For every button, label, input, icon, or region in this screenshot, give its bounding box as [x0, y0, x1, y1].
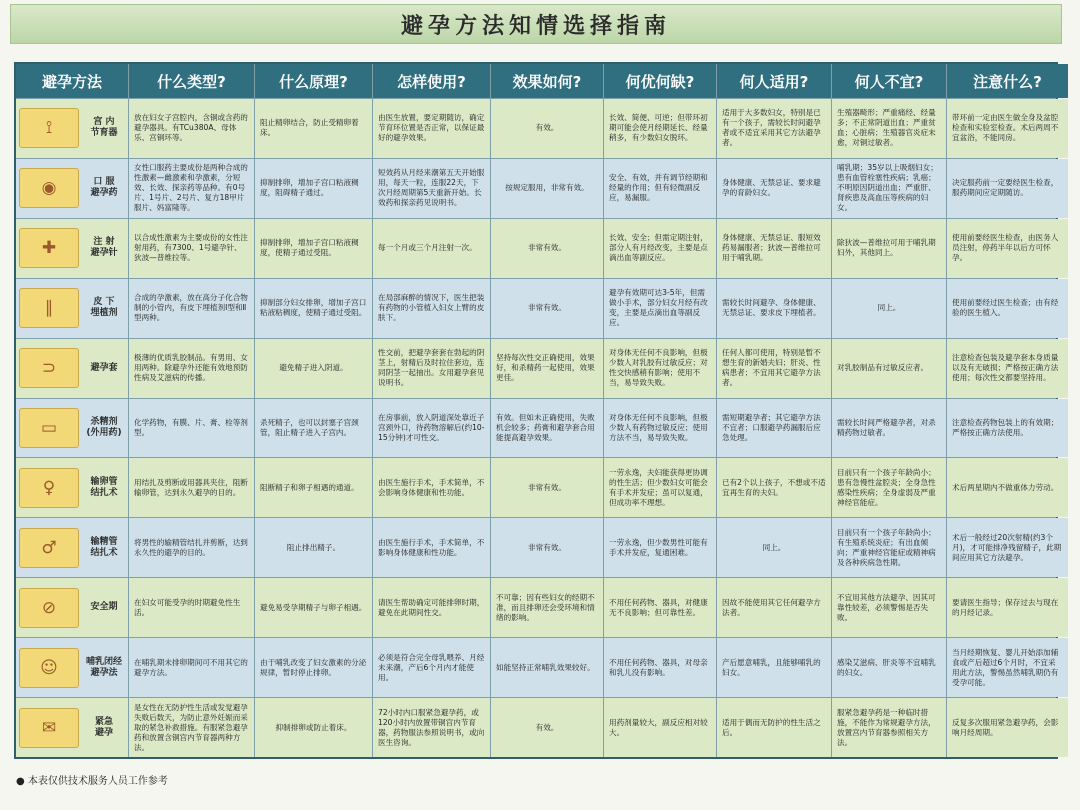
method-name: 注 射 避孕针: [90, 237, 118, 259]
table-cell: 在哺乳期未排卵期间可不用其它的避孕方法。: [129, 638, 254, 697]
emergency-pill-icon: ✉: [19, 708, 79, 748]
iud-icon: ⟟: [19, 108, 79, 148]
method-name: 宫 内 节育器: [90, 117, 118, 139]
method-cell: [16, 99, 128, 158]
table-cell: 非常有效。: [491, 279, 603, 338]
table-cell: 避免易受孕期精子与卵子相遇。: [255, 578, 372, 637]
table-cell: 阻止精卵结合，防止受精卵着床。: [255, 99, 372, 158]
table-cell: 性交前，把避孕套套在勃起的阴茎上，射精后及时拉住套边，连同阴茎一起抽出。女用避孕套见说明书。: [373, 339, 490, 398]
table-cell: 不用任何药物、器具，对母亲和乳儿没有影响。: [604, 638, 716, 697]
table-cell: 需较长时间避孕、身体健康、无禁忌证、要求皮下埋植者。: [717, 279, 831, 338]
spermicide-icon: ▭: [19, 408, 79, 448]
method-name: 输精管 结扎术: [90, 536, 118, 558]
table-cell: 由医生施行手术，手术简单，不影响身体健康和性功能。: [373, 518, 490, 577]
table-cell: 非常有效。: [491, 518, 603, 577]
table-cell: 哺乳期；35岁以上吸烟妇女；患有血管栓塞性疾病；乳癌；不明原因阴道出血；严重肝、肾疾患及高血压等疾病的妇女。: [832, 159, 946, 218]
title-banner: [10, 4, 1062, 44]
table-cell: 极薄的优质乳胶制品。有男用、女用两种。除避孕外还能有效地预防性病及艾滋病的传播。: [129, 339, 254, 398]
table-cell: 决定服药前一定要经医生检查，服药期间应定期随访。: [947, 159, 1068, 218]
table-cell: 目前只有一个孩子年龄尚小；有生殖系统炎症；有出血倾向；严重神经官能症或精神病及各种疾病急性期。: [832, 518, 946, 577]
table-cell: 身体健康、无禁忌证、要求避孕的育龄妇女。: [717, 159, 831, 218]
footer-note: ● 本表仅供技术服务人员工作参考: [16, 776, 168, 787]
table-cell: 抑制排卵或防止着床。: [255, 698, 372, 757]
table-cell: 是女性在无防护性生活或发觉避孕失败后数天，为防止意外妊娠而采取的紧急补救措施。有服紧急避孕药和放置含铜宫内节育器两种方法。: [129, 698, 254, 757]
method-cell: [16, 578, 128, 637]
table-cell: 对身体无任何不良影响，但极少数人有药物过敏反应；使用方法不当，易导致失败。: [604, 399, 716, 458]
method-name: 紧急 避孕: [94, 716, 113, 738]
method-cell: [16, 219, 128, 278]
table-cell: 请医生帮助确定可能排卵时期，避免在此期间性交。: [373, 578, 490, 637]
table-cell: 除狄波—普维拉可用于哺乳期妇外，其他同上。: [832, 219, 946, 278]
table-cell: 身体健康、无禁忌证、服短效药易漏服者；狄波—普维拉可用于哺乳期。: [717, 219, 831, 278]
table-cell: 已有2个以上孩子，不想或不适宜再生育的夫妇。: [717, 458, 831, 517]
method-cell: [16, 279, 128, 338]
method-name: 安全期: [90, 602, 118, 613]
table-cell: 目前只有一个孩子年龄尚小；患有急慢性盆腔炎；全身急性感染性疾病；全身虚弱及严重神经官能症。: [832, 458, 946, 517]
table-cell: 如能坚持正常哺乳效果较好。: [491, 638, 603, 697]
table-cell: 当月经期恢复、婴儿开始添加辅食或产后超过6个月时，不宜采用此方法，警惕虽然哺乳期仍有受孕可能。: [947, 638, 1068, 697]
table-cell: 阻止排出精子。: [255, 518, 372, 577]
table-cell: 抑制排卵，增加子宫口粘液稠度，使精子通过受阻。: [255, 219, 372, 278]
table-cell: 要请医生指导；保存过去与现在的月经记录。: [947, 578, 1068, 637]
table-cell: 化学药物，有膜、片、膏、栓等剂型。: [129, 399, 254, 458]
table-cell: 用药剂量较大，副反应相对较大。: [604, 698, 716, 757]
table-cell: 注意检查包装及避孕套本身质量以及有无破损；严格按正确方法使用；每次性交都要坚持用。: [947, 339, 1068, 398]
column-header: 什么类型?: [129, 64, 254, 98]
table-cell: 需较长时间严格避孕者，对杀精药物过敏者。: [832, 399, 946, 458]
table-cell: 抑制排卵，增加子宫口粘液稠度，阻碍精子通过。: [255, 159, 372, 218]
table-cell: 由医生放置，要定期随访，确定节育环位置是否正常，以保证最好的避孕效果。: [373, 99, 490, 158]
table-cell: 使用前要经医生检查，由医务人员注射，停药半年以后方可怀孕。: [947, 219, 1068, 278]
table-cell: 非常有效。: [491, 219, 603, 278]
method-name: 皮 下 埋植剂: [90, 297, 118, 319]
column-header: 什么原理?: [255, 64, 372, 98]
table-cell: 同上。: [717, 518, 831, 577]
table-cell: 一劳永逸，但少数男性可能有手术并发症，复通困难。: [604, 518, 716, 577]
method-cell: [16, 399, 128, 458]
method-cell: [16, 159, 128, 218]
table-cell: 按规定服用，非常有效。: [491, 159, 603, 218]
table-cell: 杀死精子，也可以封塞子宫颈管，阻止精子进入子宫内。: [255, 399, 372, 458]
table-cell: 一劳永逸，夫妇能获得更协调的性生活；但少数妇女可能会有手术并发症；虽可以复通，但成功率不理想。: [604, 458, 716, 517]
table-cell: 放在妇女子宫腔内，含铜或含药的避孕器具。有TCu380A、母体乐、宫铜环等。: [129, 99, 254, 158]
method-name: 杀精剂 (外用药): [86, 416, 122, 438]
vas-icon: ♂: [19, 528, 79, 568]
table-cell: 有效。: [491, 99, 603, 158]
table-cell: 需短期避孕者；其它避孕方法不宜者；口服避孕药漏服后应急处理。: [717, 399, 831, 458]
column-header: 效果如何?: [491, 64, 603, 98]
table-cell: 任何人都可使用，特别是暂不想生育的新婚夫妇；肝炎、性病患者；不宜用其它避孕方法者。: [717, 339, 831, 398]
table-cell: 由医生施行手术，手术简单，不会影响身体健康和性功能。: [373, 458, 490, 517]
guide-table: [14, 62, 1062, 759]
table-cell: 用结扎及剪断或用器具夹住，阻断输卵管，达到永久避孕的目的。: [129, 458, 254, 517]
table-cell: 感染艾滋病、肝炎等不宜哺乳的妇女。: [832, 638, 946, 697]
table-cell: 带环前一定由医生做全身及盆腔检查和实验室检查。术后两周不宜盆浴，不能同房。: [947, 99, 1068, 158]
method-cell: [16, 698, 128, 757]
table-cell: 不可靠；因有些妇女的经期不准，而且排卵还会受环境和情绪的影响。: [491, 578, 603, 637]
table-cell: 术后两星期内不做重体力劳动。: [947, 458, 1068, 517]
table-cell: 在房事前，放入阴道深处靠近子宫颈外口，待药物溶解后(约10-15分钟)才可性交。: [373, 399, 490, 458]
syringe-icon: ✚: [19, 228, 79, 268]
method-cell: [16, 458, 128, 517]
table-cell: 产后愿意哺乳，且能够哺乳的妇女。: [717, 638, 831, 697]
table-cell: 不宜用其他方法避孕、因其可靠性较差，必须警惕是否失败。: [832, 578, 946, 637]
table-cell: 在局部麻醉的情况下，医生把装有药物的小管植入妇女上臂的皮肤下。: [373, 279, 490, 338]
table-cell: 每一个月或三个月注射一次。: [373, 219, 490, 278]
table-cell: 在妇女可能受孕的时期避免性生活。: [129, 578, 254, 637]
table-cell: 阻断精子和卵子相遇的通道。: [255, 458, 372, 517]
table-cell: 适用于大多数妇女，特别是已有一个孩子，需较长时间避孕者或不适宜采用其它方法避孕者。: [717, 99, 831, 158]
method-name: 口 服 避孕药: [90, 177, 118, 199]
method-cell: [16, 339, 128, 398]
table-cell: 同上。: [832, 279, 946, 338]
column-header: 何人不宜?: [832, 64, 946, 98]
method-name: 输卵管 结扎术: [90, 476, 118, 498]
table-cell: 避免精子进入阴道。: [255, 339, 372, 398]
table-cell: 长效、简便、可逆；但带环初期可能会使月经期延长、经量稍多，有少数妇女脱环。: [604, 99, 716, 158]
table-cell: 安全、有效，并有调节经期和经量的作用；但有轻微副反应，易漏服。: [604, 159, 716, 218]
page-title: 避孕方法知情选择指南: [400, 12, 671, 39]
uterus-icon: ♀: [19, 468, 79, 508]
pill-pack-icon: ◉: [19, 168, 79, 208]
table-cell: 72小时内口服紧急避孕药，或120小时内放置带铜宫内节育器，药物服法参照说明书，或向医生咨询。: [373, 698, 490, 757]
condom-icon: ⊃: [19, 348, 79, 388]
table-cell: 抑制部分妇女排卵，增加子宫口粘液粘稠度，使精子通过受阻。: [255, 279, 372, 338]
table-cell: 注意检查药物包装上的有效期；严格按正确方法使用。: [947, 399, 1068, 458]
table-cell: 合成的孕激素，放在高分子化合物制的小管内，有皮下埋植剂Ⅰ型和Ⅱ型两种。: [129, 279, 254, 338]
column-header: 避孕方法: [16, 64, 128, 98]
table-cell: 坚持每次性交正确使用，效果好，和杀精药一起使用，效果更佳。: [491, 339, 603, 398]
table-cell: 术后一般经过20次射精(约3个月)，才可能排净残留精子，此期间应用其它方法避孕。: [947, 518, 1068, 577]
table-cell: 不用任何药物、器具，对健康无不良影响；但可靠性差。: [604, 578, 716, 637]
table-cell: 避孕有效期可达3-5年，但需做小手术，部分妇女月经有改变，主要是点滴出血等副反应。: [604, 279, 716, 338]
table-cell: 短效药从月经来潮第五天开始服用，每天一粒，连服22天，下次月经周期第5天重新开始。长效药和探亲药见说明书。: [373, 159, 490, 218]
table-cell: 适用于偶而无防护的性生活之后。: [717, 698, 831, 757]
table-cell: 必须是符合完全母乳喂养、月经未来潮，产后6个月内才能使用。: [373, 638, 490, 697]
table-cell: 对身体无任何不良影响，但极少数人对乳胶有过敏反应；对性交快感稍有影响；使用不当，易导致失败。: [604, 339, 716, 398]
table-cell: 对乳胶制品有过敏反应者。: [832, 339, 946, 398]
method-cell: [16, 518, 128, 577]
mother-baby-icon: ☺: [19, 648, 79, 688]
method-cell: [16, 638, 128, 697]
table-cell: 女性口服药主要成份是两种合成的性激素—雌激素和孕激素，分短效、长效、探亲药等品种。有0号片、1号片、2号片、复方18甲片服片、妈富隆等。: [129, 159, 254, 218]
table-cell: 使用前要经过医生检查；由有经验的医生植入。: [947, 279, 1068, 338]
table-cell: 有效。但如未正确使用，失败机会较多；药膏和避孕套合用能提高避孕效果。: [491, 399, 603, 458]
column-header: 何人适用?: [717, 64, 831, 98]
table-cell: 生殖器畸形；严重痛经、经量多；不正常阴道出血；严重贫血；心脏病；生殖器官炎症未愈，对铜过敏者。: [832, 99, 946, 158]
table-cell: 反复多次服用紧急避孕药，会影响月经周期。: [947, 698, 1068, 757]
method-name: 哺乳闭经 避孕法: [85, 656, 122, 678]
calendar-wheel-icon: ⊘: [19, 588, 79, 628]
column-header: 何优何缺?: [604, 64, 716, 98]
table-cell: 由于哺乳改变了妇女激素的分泌规律，暂时停止排卵。: [255, 638, 372, 697]
method-name: 避孕套: [90, 362, 118, 373]
table-cell: 将男性的输精管结扎并剪断，达到永久性的避孕的目的。: [129, 518, 254, 577]
column-header: 注意什么?: [947, 64, 1068, 98]
table-cell: 非常有效。: [491, 458, 603, 517]
column-header: 怎样使用?: [373, 64, 490, 98]
table-cell: 以合成性激素为主要成份的女性注射用药，有7300、1号避孕针、狄波—普维拉等。: [129, 219, 254, 278]
table-cell: 有效。: [491, 698, 603, 757]
implant-icon: ∥: [19, 288, 79, 328]
table-cell: 服紧急避孕药是一种临时措施，不能作为常规避孕方法，放置宫内节育器参照相关方法。: [832, 698, 946, 757]
table-cell: 因故不能使用其它任何避孕方法者。: [717, 578, 831, 637]
table-cell: 长效、安全；但需定期注射，部分人有月经改变，主要是点滴出血等副反应。: [604, 219, 716, 278]
